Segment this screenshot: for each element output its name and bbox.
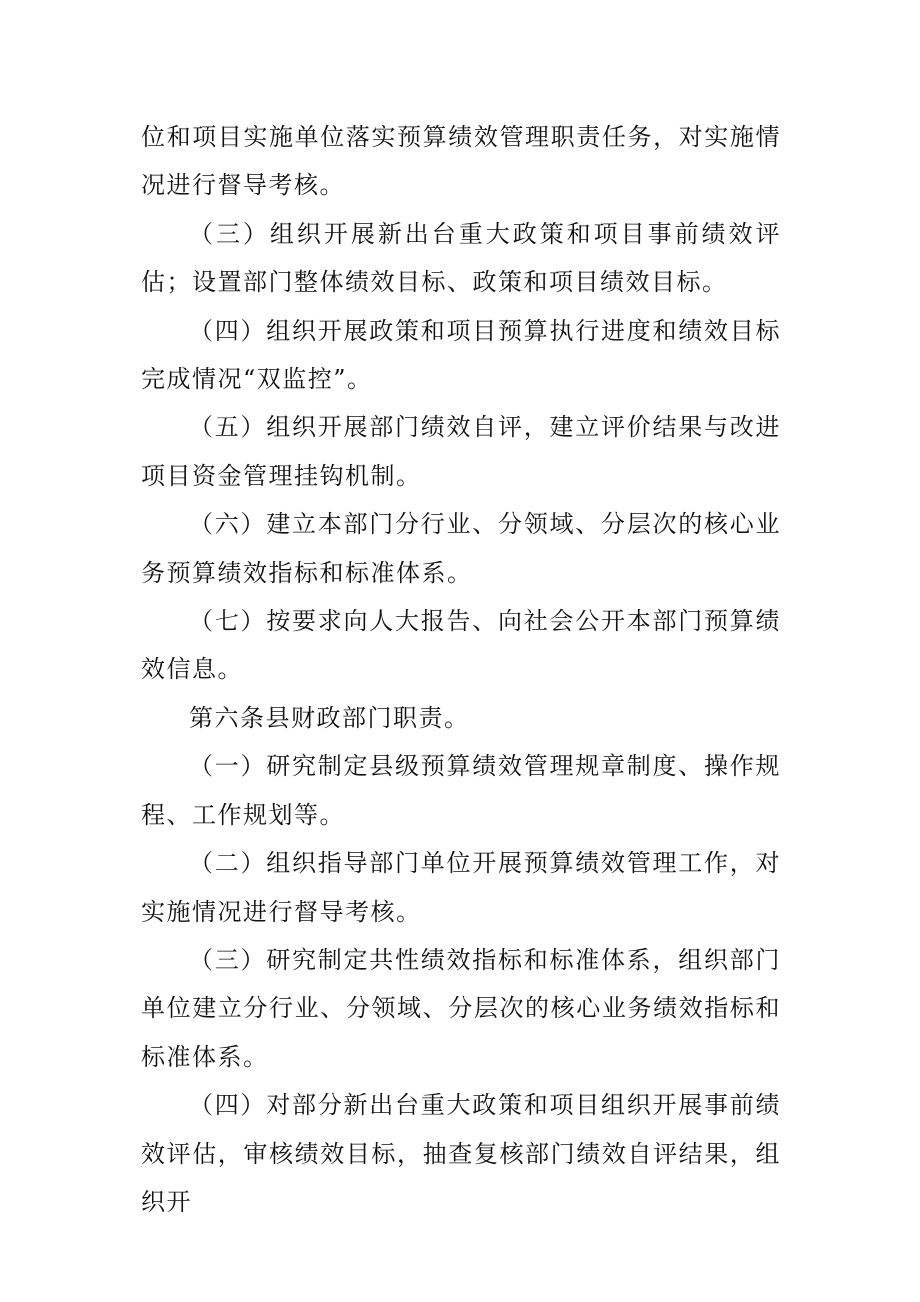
paragraph-item-3: （三）组织开展新出台重大政策和项目事前绩效评估；设置部门整体绩效目标、政策和项目绩效目标。 xyxy=(141,219,781,297)
paragraph-item-2: （二）组织指导部门单位开展预算绩效管理工作，对实施情况进行督导考核。 xyxy=(141,849,781,926)
paragraph-item-4b: （四）对部分新出台重大政策和项目组织开展事前绩效评估，审核绩效目标，抽查复核部门绩效自评结果，组织开 xyxy=(141,1091,781,1216)
document-body xyxy=(141,113,781,1226)
paragraph-item-1: （一）研究制定县级预算绩效管理规章制度、操作规程、工作规划等。 xyxy=(141,752,781,829)
paragraph-item-4: （四）组织开展政策和项目预算执行进度和绩效目标完成情况“双监控”。 xyxy=(141,316,781,394)
paragraph-item-6: （六）建立本部门分行业、分领域、分层次的核心业务预算绩效指标和标准体系。 xyxy=(141,510,781,587)
paragraph-item-7: （七）按要求向人大报告、向社会公开本部门预算绩效信息。 xyxy=(141,607,781,684)
paragraph-item-3b: （三）研究制定共性绩效指标和标准体系，组织部门单位建立分行业、分领域、分层次的核心业务绩效指标和标准体系。 xyxy=(141,945,781,1071)
article-heading: 第六条县财政部门职责。 xyxy=(189,703,470,732)
paragraph-continuation: 位和项目实施单位落实预算绩效管理职责任务，对实施情况进行督导考核。 xyxy=(141,123,781,200)
paragraph-item-5: （五）组织开展部门绩效自评，建立评价结果与改进项目资金管理挂钩机制。 xyxy=(141,413,781,490)
